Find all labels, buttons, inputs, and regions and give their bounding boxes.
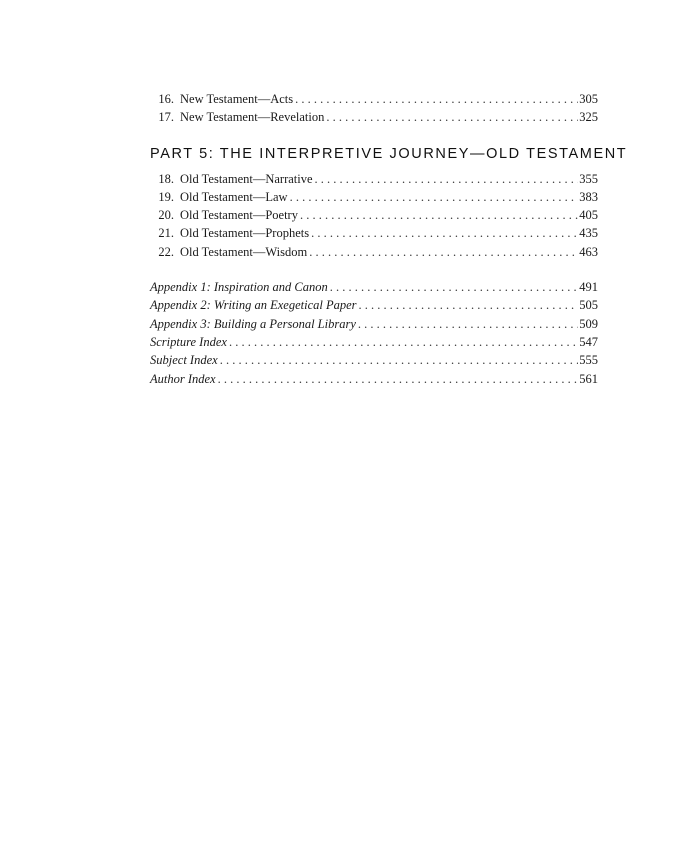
toc-entry-chapter-18 [150,170,598,188]
page-number: 405 [579,208,598,223]
chapter-number: 21. [158,226,174,241]
toc-entry-chapter-19 [150,188,598,206]
dot-leader [326,108,578,126]
chapter-number: 22. [158,244,174,259]
page-number: 509 [579,316,598,331]
chapter-title: New Testament—Acts [180,92,294,106]
chapter-number: 16. [158,92,174,106]
appendix-title: Appendix 3: Building a Personal Library [150,316,356,331]
page-number: 305 [579,92,598,106]
chapter-title: Old Testament—Narrative [180,171,313,186]
index-title: Scripture Index [150,334,227,349]
dot-leader [311,224,578,242]
page-number: 463 [579,244,598,259]
chapter-number: 17. [158,110,174,125]
toc-entry-subject-index [150,351,598,369]
toc-entry-chapter-20 [150,206,598,224]
table-of-contents [150,90,628,388]
dot-leader [358,315,578,333]
dot-leader [315,170,579,188]
toc-entry-chapter-21 [150,224,598,242]
dot-leader [229,333,578,351]
toc-entry-author-index [150,370,598,388]
toc-entry-appendix-1 [150,278,598,296]
toc-entry-appendix-3 [150,315,598,333]
chapter-number: 19. [158,189,174,204]
dot-leader [359,296,579,314]
toc-entry-chapter-17 [150,108,598,126]
page-number: 383 [579,189,598,204]
dot-leader [218,370,579,388]
dot-leader [330,278,578,296]
appendix-title: Appendix 2: Writing an Exegetical Paper [150,298,357,313]
page-number: 561 [579,371,598,386]
dot-leader [300,206,578,224]
page-number: 555 [579,353,598,368]
chapter-title: Old Testament—Prophets [180,226,310,241]
section-spacer [150,261,598,278]
appendix-title: Appendix 1: Inspiration and Canon [150,280,328,295]
page-number: 435 [579,226,598,241]
chapter-title: Old Testament—Wisdom [180,244,308,259]
dot-leader [295,90,578,108]
toc-entry-scripture-index [150,333,598,351]
dot-leader [290,188,579,206]
dot-leader [220,351,579,369]
index-title: Subject Index [150,353,218,368]
chapter-title: New Testament—Revelation [180,110,325,125]
chapter-title: Old Testament—Law [180,189,288,204]
page-number: 355 [579,171,598,186]
page-number: 505 [579,298,598,313]
toc-entry-chapter-16 [150,90,598,108]
part-heading: PART 5: THE INTERPRETIVE JOURNEY—OLD TESTAMENT [150,145,628,162]
page-number: 547 [579,334,598,349]
toc-entry-chapter-22 [150,243,598,261]
index-title: Author Index [150,371,216,386]
page-number: 325 [579,110,598,125]
chapter-title: Old Testament—Poetry [180,208,298,223]
dot-leader [309,243,578,261]
toc-entry-appendix-2 [150,296,598,314]
chapter-number: 18. [158,171,174,186]
page-number: 491 [579,280,598,295]
chapter-number: 20. [158,208,174,223]
